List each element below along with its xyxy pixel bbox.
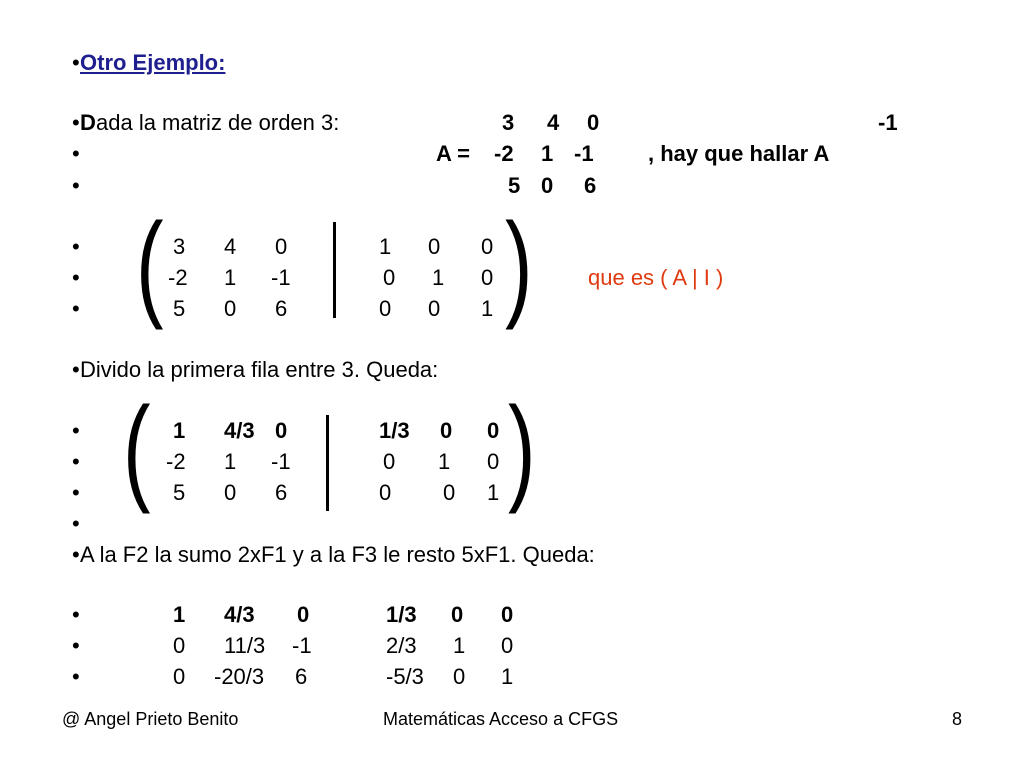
bullet: • <box>72 173 80 198</box>
footer-author: @ Angel Prieto Benito <box>62 709 239 729</box>
bullet: • <box>72 602 80 627</box>
matrix-a-cell: 4 <box>547 110 560 135</box>
matrix-cell: 4 <box>224 234 237 259</box>
matrix-cell: 0 <box>275 234 288 259</box>
matrix-cell: 4/3 <box>224 418 255 443</box>
step-1-text: Divido la primera fila entre 3. Queda: <box>80 357 439 382</box>
bullet: • <box>72 234 80 259</box>
matrix-cell: 6 <box>295 664 308 689</box>
matrix-cell: 0 <box>487 418 500 443</box>
bullet: • <box>72 296 80 321</box>
left-parenthesis: ( <box>136 199 164 331</box>
matrix-a-cell: 1 <box>541 141 554 166</box>
matrix-cell: 0 <box>383 449 396 474</box>
matrix-a-cell: 0 <box>541 173 554 198</box>
matrix-cell: 0 <box>481 265 494 290</box>
hay-que-hallar: , hay que hallar A <box>648 141 830 166</box>
matrix-cell: 0 <box>224 296 237 321</box>
bullet: • <box>72 141 80 166</box>
divider-bar <box>326 415 329 511</box>
matrix-cell: 6 <box>275 296 288 321</box>
que-es-label: que es ( A | I ) <box>588 265 724 290</box>
matrix-cell: 0 <box>224 480 237 505</box>
bullet: • <box>72 418 80 443</box>
matrix-cell: 1 <box>379 234 392 259</box>
matrix-cell: 0 <box>501 602 514 627</box>
matrix-cell: 1 <box>173 602 186 627</box>
bullet: • <box>72 542 80 567</box>
matrix-cell: 0 <box>379 480 392 505</box>
bullet: • <box>72 110 80 135</box>
bullet: • <box>72 449 80 474</box>
matrix-cell: 0 <box>173 633 186 658</box>
matrix-a-cell: 6 <box>584 173 597 198</box>
matrix-a-cell: 3 <box>502 110 515 135</box>
left-parenthesis: ( <box>123 383 151 515</box>
bullet: • <box>72 664 80 689</box>
matrix-cell: -2 <box>168 265 188 290</box>
matrix-cell: 0 <box>443 480 456 505</box>
matrix-cell: 2/3 <box>386 633 417 658</box>
page-number: 8 <box>952 709 963 729</box>
matrix-cell: 0 <box>173 664 186 689</box>
matrix-cell: 4/3 <box>224 602 255 627</box>
matrix-cell: 0 <box>501 633 514 658</box>
matrix-cell: 0 <box>440 418 453 443</box>
bullet: • <box>72 357 80 382</box>
matrix-cell: -1 <box>292 633 312 658</box>
matrix-cell: 1 <box>224 265 237 290</box>
matrix-cell: 1 <box>501 664 514 689</box>
bullet: • <box>72 50 80 75</box>
matrix-cell: 0 <box>451 602 464 627</box>
matrix-cell: -1 <box>271 265 291 290</box>
matrix-cell: 0 <box>275 418 288 443</box>
matrix-cell: 0 <box>428 296 441 321</box>
matrix-cell: 0 <box>383 265 396 290</box>
bullet: • <box>72 511 80 536</box>
matrix-cell: 0 <box>297 602 310 627</box>
footer-course: Matemáticas Acceso a CFGS <box>383 709 619 729</box>
matrix-a-cell: -2 <box>494 141 514 166</box>
matrix-cell: 1/3 <box>379 418 410 443</box>
matrix-cell: 1 <box>487 480 500 505</box>
matrix-cell: 0 <box>453 664 466 689</box>
bullet: • <box>72 265 80 290</box>
right-parenthesis: ) <box>505 199 533 331</box>
matrix-cell: 1 <box>438 449 451 474</box>
matrix-cell: 6 <box>275 480 288 505</box>
matrix-cell: 0 <box>487 449 500 474</box>
matrix-cell: 1 <box>224 449 237 474</box>
step-2-text: A la F2 la sumo 2xF1 y a la F3 le resto 5xF1. Queda: <box>80 542 595 567</box>
matrix-a-cell: 5 <box>508 173 521 198</box>
intro-text: ada la matriz de orden 3: <box>96 110 340 135</box>
matrix-cell: 11/3 <box>224 633 266 658</box>
matrix-cell: 0 <box>428 234 441 259</box>
matrix-a-cell: 0 <box>587 110 600 135</box>
matrix-cell: 0 <box>481 234 494 259</box>
matrix-a-cell: -1 <box>574 141 594 166</box>
bullet: • <box>72 480 80 505</box>
divider-bar <box>333 222 336 318</box>
matrix-cell: 5 <box>173 296 186 321</box>
matrix-cell: 5 <box>173 480 186 505</box>
matrix-cell: -5/3 <box>386 664 424 689</box>
a-equals: A = <box>436 141 471 166</box>
bullet: • <box>72 633 80 658</box>
matrix-cell: 0 <box>379 296 392 321</box>
matrix-cell: 1/3 <box>386 602 417 627</box>
intro-initial: D <box>80 110 96 135</box>
slide-title: Otro Ejemplo: <box>80 50 226 75</box>
matrix-cell: 1 <box>432 265 445 290</box>
matrix-cell: 3 <box>173 234 186 259</box>
matrix-cell: 1 <box>453 633 466 658</box>
right-parenthesis: ) <box>508 383 536 515</box>
inverse-exponent: -1 <box>878 110 898 135</box>
matrix-cell: 1 <box>173 418 186 443</box>
matrix-cell: 1 <box>481 296 494 321</box>
matrix-cell: -1 <box>271 449 291 474</box>
matrix-cell: -20/3 <box>214 664 265 689</box>
matrix-cell: -2 <box>166 449 186 474</box>
